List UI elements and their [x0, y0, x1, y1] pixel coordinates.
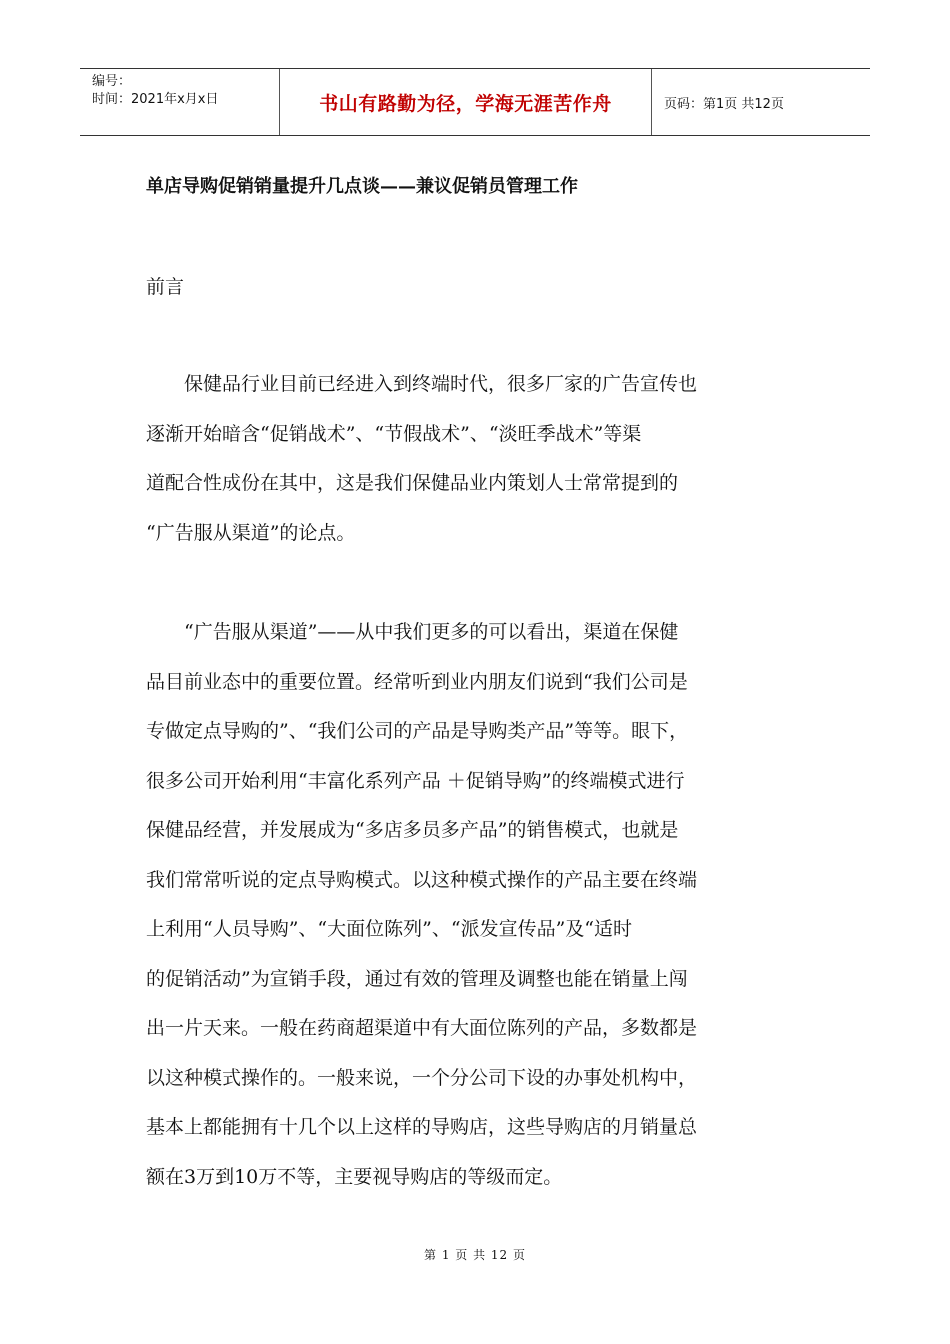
page-code-text: 页码：第1页 共12页 — [664, 96, 784, 112]
paragraph-line: 基本上都能拥有十几个以上这样的导购店，这些导购店的月销量总 — [146, 1116, 698, 1138]
paragraph-line: 额在3万到10万不等，主要视导购店的等级而定。 — [146, 1165, 563, 1188]
paragraph-line: 以这种模式操作的。一般来说，一个分公司下设的办事处机构中， — [146, 1066, 698, 1089]
paragraph-line: 道配合性成份在其中，这是我们保健品业内策划人士常常提到的 — [146, 472, 679, 494]
paragraph-2 — [146, 608, 806, 1202]
header-meta — [80, 69, 280, 135]
paragraph-line: 的促销活动”为宣销手段，通过有效的管理及调整也能在销量上闯 — [146, 967, 688, 990]
paragraph-line: 很多公司开始利用“丰富化系列产品 ＋促销导购”的终端模式进行 — [146, 769, 685, 792]
paragraph-line: 上利用“人员导购”、“大面位陈列”、“派发宣传品”及“适时 — [146, 918, 632, 940]
paragraph-line: 保健品行业目前已经进入到终端时代，很多厂家的广告宣传也 — [146, 373, 698, 395]
page-footer: 第 1 页 共 12 页 — [424, 1248, 526, 1262]
paragraph-line: 专做定点导购的”、“我们公司的产品是导购类产品”等等。眼下， — [146, 720, 689, 742]
header-motto — [280, 69, 652, 135]
page-header — [80, 68, 870, 136]
paragraph-line: 品目前业态中的重要位置。经常听到业内朋友们说到“我们公司是 — [146, 670, 688, 693]
date-label: 时间：2021年x月x日 — [92, 92, 219, 107]
paragraph-1 — [146, 360, 806, 558]
header-page-code — [652, 69, 870, 135]
paragraph-line: 保健品经营，并发展成为“多店多员多产品”的销售模式，也就是 — [146, 819, 679, 841]
paragraph-line: 逐渐开始暗含“促销战术”、“节假战术”、“淡旺季战术”等渠 — [146, 422, 642, 445]
paragraph-line: 出一片天来。一般在药商超渠道中有大面位陈列的产品，多数都是 — [146, 1017, 698, 1039]
serial-number-label: 编号： — [92, 74, 132, 89]
paragraph-line: “广告服从渠道”——从中我们更多的可以看出，渠道在保健 — [146, 621, 679, 643]
document-title: 单店导购促销销量提升几点谈——兼议促销员管理工作 — [146, 176, 578, 197]
paragraph-line: 我们常常听说的定点导购模式。以这种模式操作的产品主要在终端 — [146, 868, 698, 891]
paragraph-line: “广告服从渠道”的论点。 — [146, 521, 356, 544]
preface-heading: 前言 — [146, 276, 185, 298]
motto-text: 书山有路勤为径，学海无涯苦作舟 — [319, 92, 612, 115]
